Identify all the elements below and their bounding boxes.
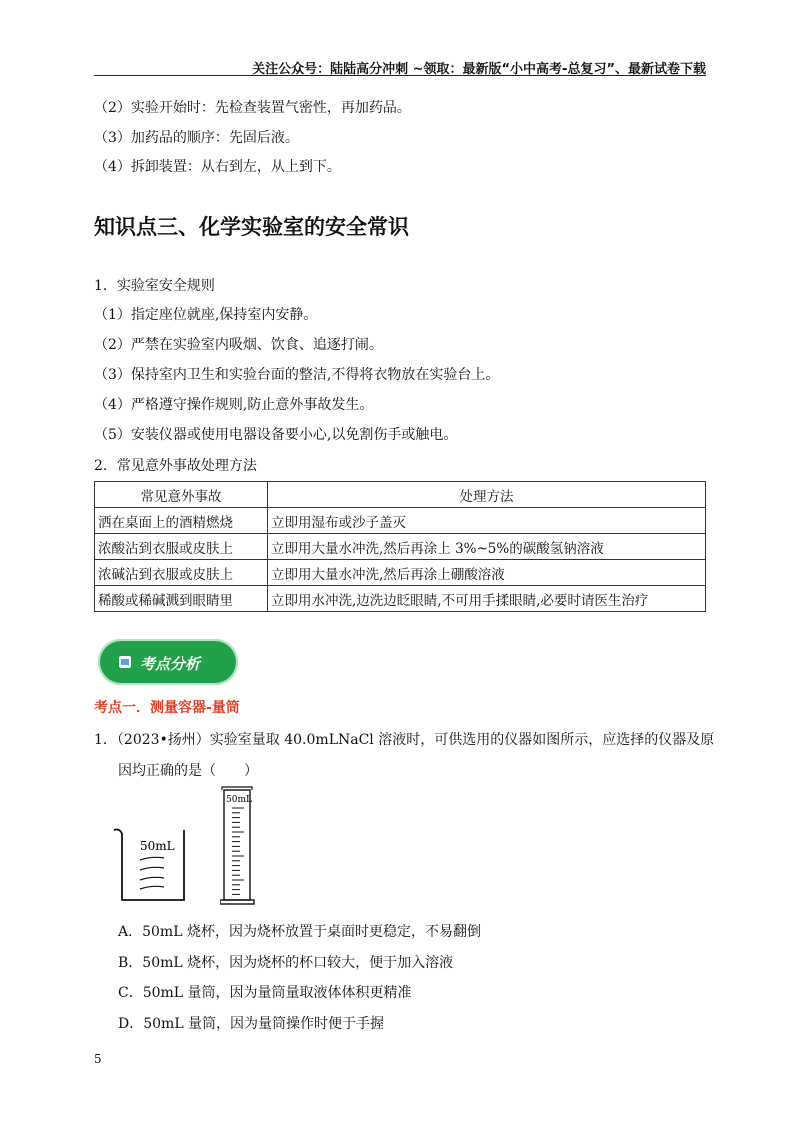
table-row (95, 508, 706, 534)
accident-cell: 浓酸沾到衣服或皮肤上 (95, 534, 268, 560)
accidents-heading: 2．常见意外事故处理方法 (94, 458, 257, 474)
table-row (95, 560, 706, 586)
method-cell: 立即用水冲洗,边洗边眨眼睛,不可用手揉眼睛,必要时请医生治疗 (268, 586, 706, 612)
page-number: 5 (94, 1052, 102, 1066)
exam-point-title: 考点一．测量容器-量筒 (94, 700, 240, 716)
rule-item: （3）保持室内卫生和实验台面的整洁,不得将衣物放在实验台上。 (94, 367, 500, 383)
header-divider (94, 75, 706, 76)
option-b[interactable]: B．50mL 烧杯，因为烧杯的杯口较大，便于加入溶液 (118, 955, 454, 971)
column-header-accident: 常见意外事故 (95, 482, 268, 508)
rules-heading: 1．实验室安全规则 (94, 278, 215, 294)
method-cell: 立即用湿布或沙子盖灭 (268, 508, 706, 534)
accident-cell: 浓碱沾到衣服或皮肤上 (95, 560, 268, 586)
cylinder-label: 50mL (226, 795, 252, 805)
question-text: 1．（2023•扬州）实验室量取 40.0mLNaCl 溶液时，可供选用的仪器如图所示，应选择的仪器及原 (94, 732, 715, 748)
step-3: （3）加药品的顺序：先固后液。 (94, 130, 299, 146)
step-4: （4）拆卸装置：从右到左，从上到下。 (94, 159, 341, 175)
method-cell: 立即用大量水冲洗,然后再涂上 3%~5%的碳酸氢钠溶液 (268, 534, 706, 560)
option-c[interactable]: C．50mL 量筒，因为量筒量取液体体积更精准 (118, 985, 412, 1001)
rule-item: （4）严格遵守操作规则,防止意外事故发生。 (94, 397, 374, 413)
section-title: 知识点三、化学实验室的安全常识 (94, 215, 409, 239)
page-header: 关注公众号：陆陆高分冲刺 ~领取：最新版“小中高考-总复习”、最新试卷下载 (252, 62, 706, 77)
beaker-figure (112, 824, 192, 904)
column-header-method: 处理方法 (268, 482, 706, 508)
notebook-icon (119, 656, 131, 668)
option-a[interactable]: A．50mL 烧杯，因为烧杯放置于桌面时更稳定，不易翻倒 (118, 924, 481, 940)
beaker-label: 50mL (140, 839, 175, 853)
method-cell: 立即用大量水冲洗,然后再涂上硼酸溶液 (268, 560, 706, 586)
table-row (95, 534, 706, 560)
table-header-row (95, 482, 706, 508)
accident-cell: 稀酸或稀碱溅到眼睛里 (95, 586, 268, 612)
analysis-badge-label: 考点分析 (140, 655, 201, 673)
option-d[interactable]: D．50mL 量筒，因为量筒操作时便于手握 (118, 1016, 385, 1032)
accident-cell: 洒在桌面上的酒精燃烧 (95, 508, 268, 534)
step-2: （2）实验开始时：先检查装置气密性，再加药品。 (94, 100, 411, 116)
question-text-cont: 因均正确的是（ ） (118, 763, 258, 779)
rule-item: （5）安装仪器或使用电器设备要小心,以免割伤手或触电。 (94, 427, 458, 443)
rule-item: （2）严禁在实验室内吸烟、饮食、追逐打闹。 (94, 337, 383, 353)
cylinder-figure (220, 784, 256, 906)
rule-item: （1）指定座位就座,保持室内安静。 (94, 307, 318, 323)
accident-table (94, 481, 706, 612)
table-row (95, 586, 706, 612)
